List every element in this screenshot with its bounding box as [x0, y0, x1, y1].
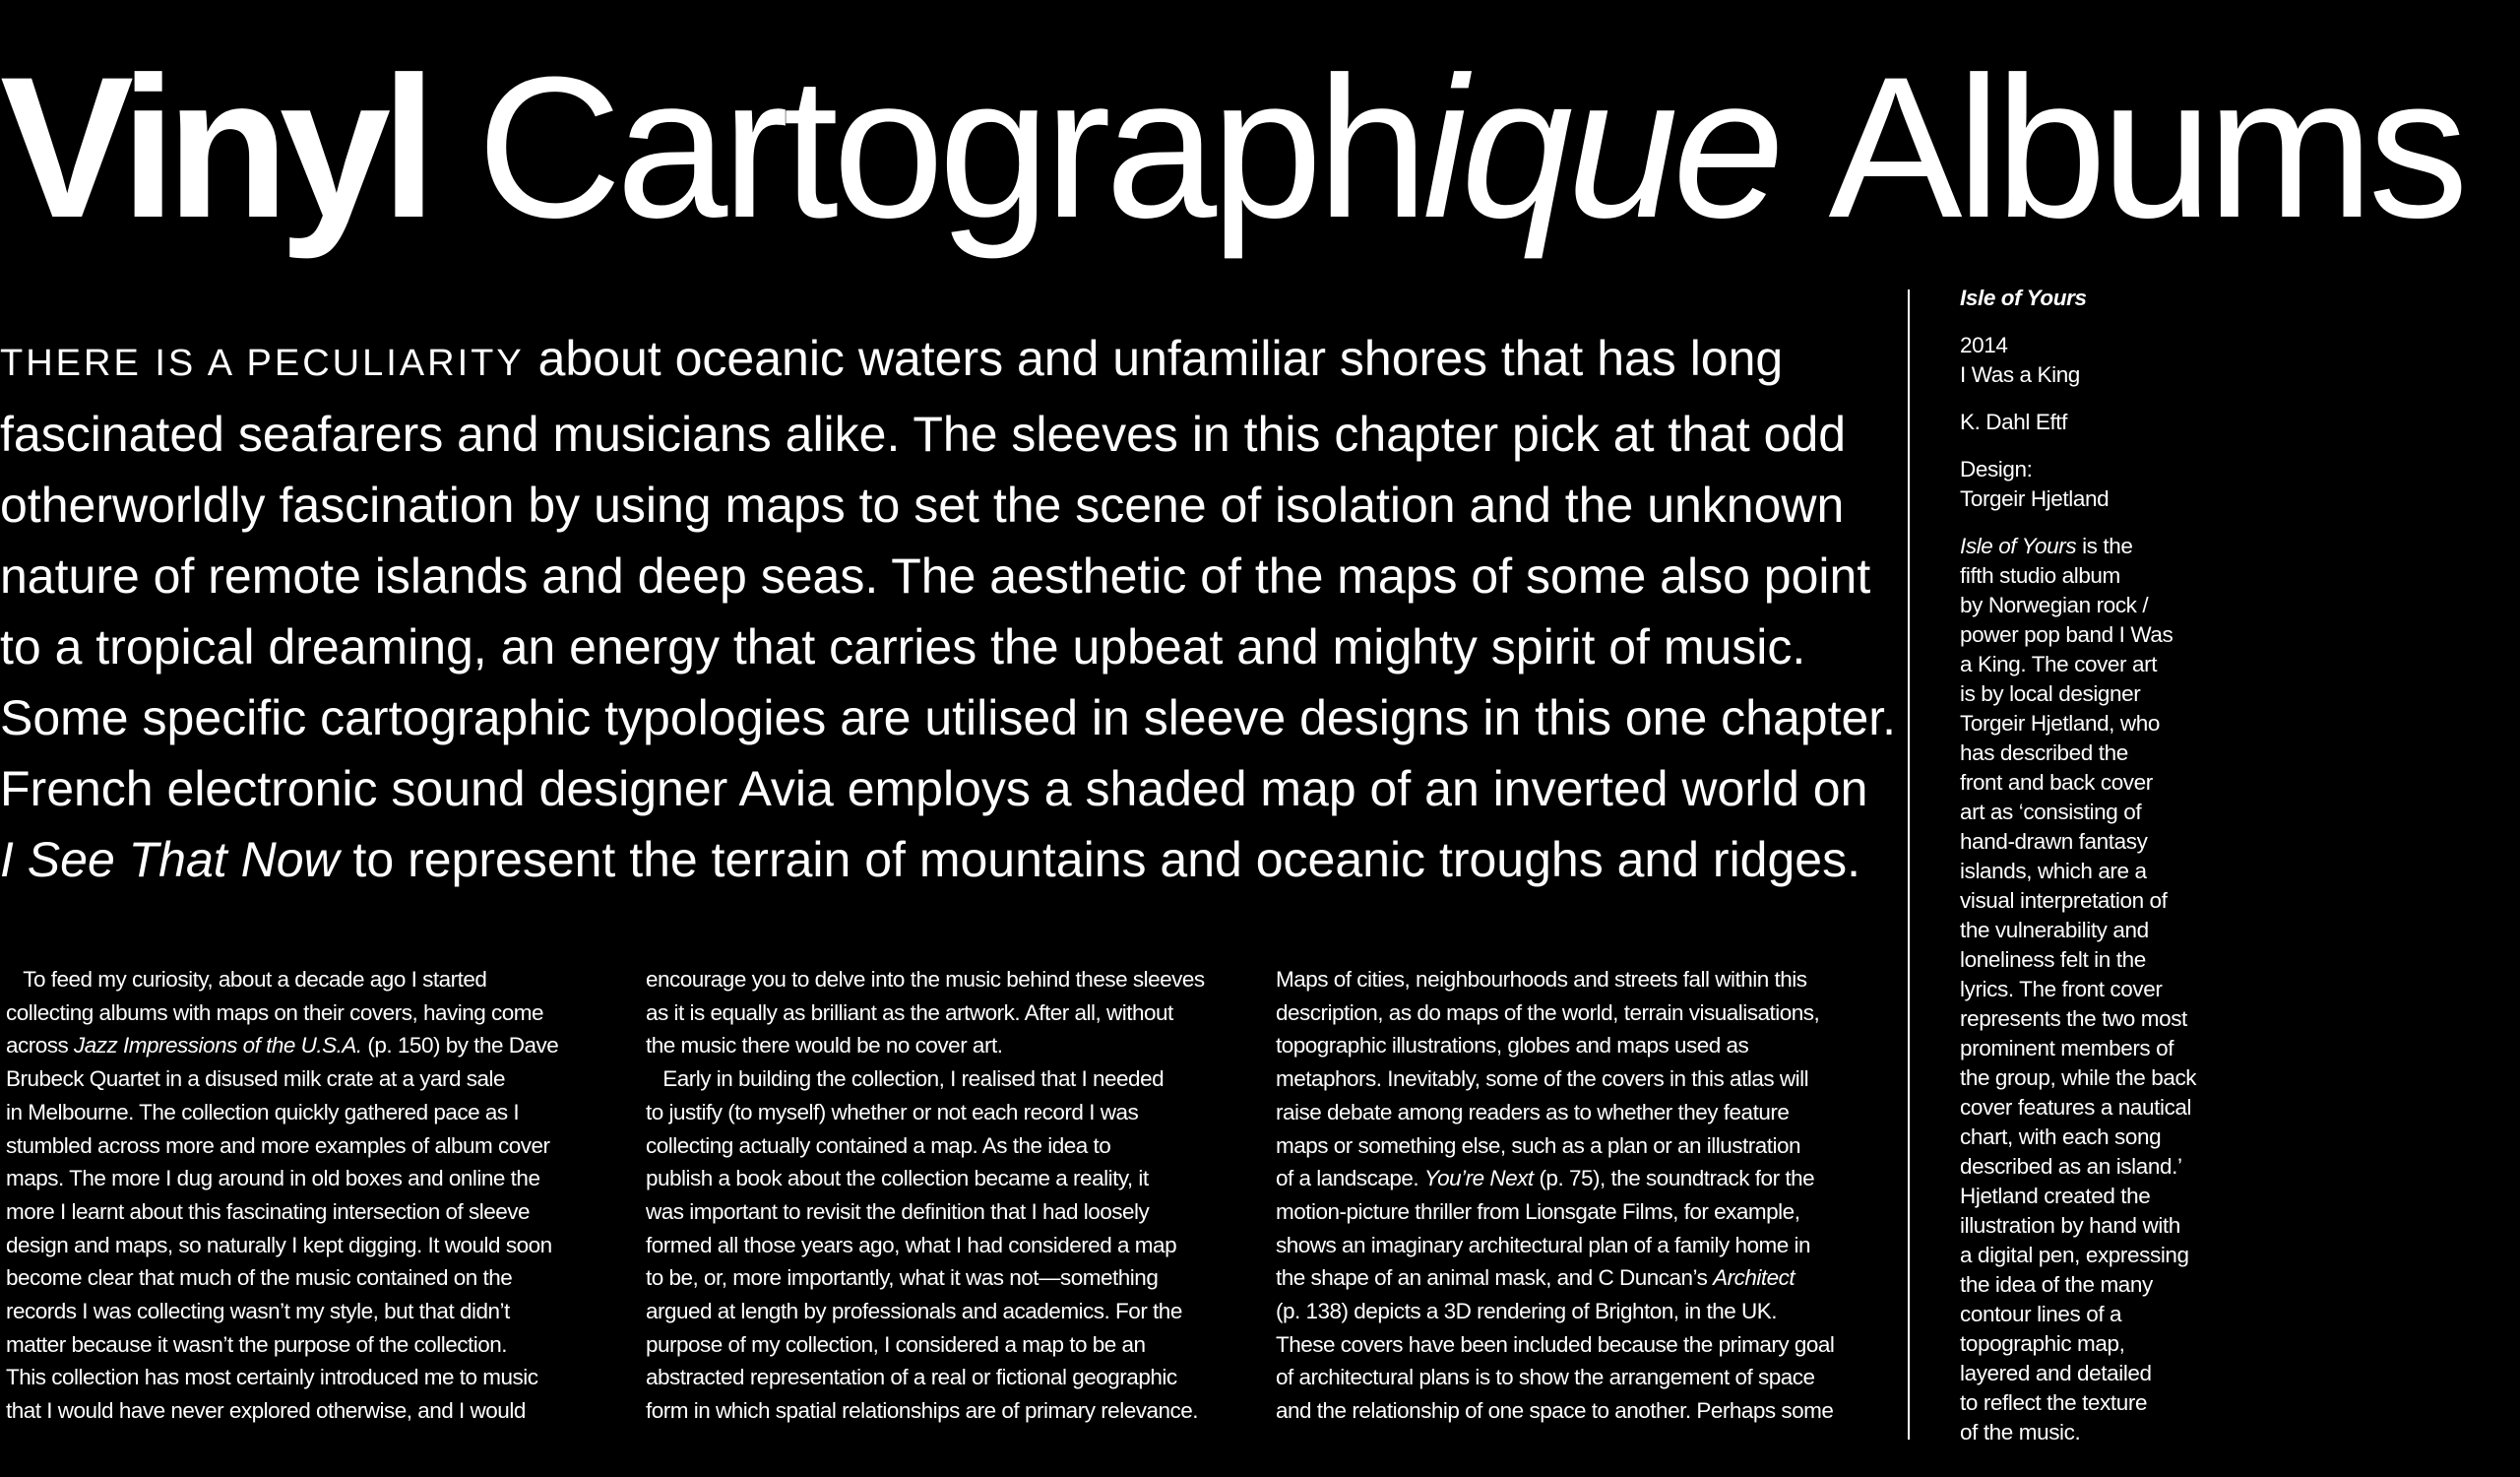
sidebar-line: is by local designer — [1960, 681, 2141, 706]
lead-line: Some specific cartographic typologies are utilised in sleeve designs in this one chapter. — [0, 690, 1897, 745]
title-word-cartographique — [477, 35, 1779, 260]
body-text: (p. 75), the soundtrack for the — [1533, 1166, 1815, 1191]
sidebar-line: layered and detailed — [1960, 1361, 2152, 1385]
body-line: raise debate among readers as to whether they feature — [1276, 1099, 1790, 1124]
body-line: maps. The more I dug around in old boxes and online the — [6, 1166, 540, 1191]
body-line: records I was collecting wasn’t my style, but that didn’t — [6, 1299, 510, 1324]
album-title-italic: You’re Next — [1423, 1166, 1534, 1191]
body-line: These covers have been included because the primary goal — [1276, 1331, 1835, 1357]
body-line: description, as do maps of the world, terrain visualisations, — [1276, 999, 1820, 1025]
album-sidebar — [1960, 284, 2206, 1447]
body-line: shows an imaginary architectural plan of a family home in — [1276, 1232, 1811, 1257]
sidebar-label: K. Dahl Eftf — [1960, 410, 2067, 434]
body-line: collecting albums with maps on their covers, having come — [6, 999, 544, 1025]
sidebar-divider — [1908, 289, 1910, 1440]
body-line — [6, 1029, 577, 1062]
spacer — [1960, 313, 2206, 331]
album-title-italic: Isle of Yours — [1960, 534, 2077, 558]
body-line: was important to revisit the definition that I had loosely — [646, 1198, 1150, 1224]
title-ique-italic: ique — [1422, 35, 1779, 260]
sidebar-line: front and back cover — [1960, 770, 2153, 795]
lead-paragraph — [0, 323, 1897, 895]
body-line: topographic illustrations, globes and maps used as — [1276, 1033, 1749, 1059]
sidebar-line: has described the — [1960, 740, 2128, 765]
body-line: and the relationship of one space to another. Perhaps some — [1276, 1398, 1834, 1424]
sidebar-line: to reflect the texture — [1960, 1390, 2148, 1415]
sidebar-line: loneliness felt in the — [1960, 947, 2146, 972]
body-line — [1276, 1261, 1847, 1295]
lead-line-text: about oceanic waters and unfamiliar shores that has long — [524, 331, 1784, 386]
body-column-3 — [1276, 963, 1847, 1428]
body-line: purpose of my collection, I considered a map to be an — [646, 1331, 1146, 1357]
lead-line: fascinated seafarers and musicians alike. The sleeves in this chapter pick at that odd — [0, 407, 1847, 462]
sidebar-line: chart, with each song — [1960, 1124, 2162, 1149]
body-line: (p. 138) depicts a 3D rendering of Brighton, in the UK. — [1276, 1299, 1778, 1324]
lead-line: otherworldly fascination by using maps to set the scene of isolation and the unknown — [0, 478, 1845, 533]
body-line: that I would have never explored otherwise, and I would — [6, 1398, 526, 1424]
body-column-1 — [6, 963, 577, 1428]
sidebar-line — [1960, 532, 2206, 561]
body-line: become clear that much of the music contained on the — [6, 1265, 513, 1291]
album-title-italic: I See That Now — [0, 832, 340, 887]
sidebar-album-title: Isle of Yours — [1960, 286, 2087, 310]
body-line: stumbled across more and more examples of album cover — [6, 1132, 550, 1158]
sidebar-line: contour lines of a — [1960, 1302, 2122, 1326]
body-text: (p. 150) by the Dave — [361, 1033, 559, 1059]
body-text: of a landscape. — [1276, 1166, 1424, 1191]
body-line: motion-picture thriller from Lionsgate Films, for example, — [1276, 1198, 1800, 1224]
sidebar-line: represents the two most — [1960, 1006, 2187, 1031]
sidebar-line: islands, which are a — [1960, 859, 2147, 883]
body-line: publish a book about the collection became a reality, it — [646, 1166, 1149, 1191]
sidebar-line: art as ‘consisting of — [1960, 800, 2142, 824]
sidebar-line: illustration by hand with — [1960, 1213, 2180, 1238]
sidebar-line: power pop band I Was — [1960, 622, 2174, 647]
sidebar-year: 2014 — [1960, 333, 2008, 357]
sidebar-line: a digital pen, expressing — [1960, 1243, 2189, 1267]
body-line: the music there would be no cover art. — [646, 1033, 1003, 1059]
sidebar-line: the vulnerability and — [1960, 918, 2149, 942]
sidebar-designer: Torgeir Hjetland — [1960, 486, 2110, 511]
body-line: Brubeck Quartet in a disused milk crate at a yard sale — [6, 1066, 506, 1092]
spacer — [1960, 390, 2206, 408]
lead-line: French electronic sound designer Avia employs a shaded map of an inverted world on — [0, 761, 1868, 816]
sidebar-line: visual interpretation of — [1960, 888, 2168, 913]
body-line: as it is equally as brilliant as the artwork. After all, without — [646, 999, 1173, 1025]
body-line: of architectural plans is to show the arrangement of space — [1276, 1365, 1815, 1390]
body-line: matter because it wasn’t the purpose of the collection. — [6, 1331, 508, 1357]
title-word-albums: Albums — [1828, 35, 2463, 260]
body-line: Maps of cities, neighbourhoods and streets fall within this — [1276, 967, 1807, 992]
body-line: to justify (to myself) whether or not each record I was — [646, 1099, 1139, 1124]
body-line: encourage you to delve into the music behind these sleeves — [646, 967, 1205, 992]
sidebar-line: lyrics. The front cover — [1960, 977, 2163, 1001]
body-line: metaphors. Inevitably, some of the covers in this atlas will — [1276, 1066, 1809, 1092]
sidebar-description — [1960, 532, 2206, 1447]
title-cartograph: Cartograph — [476, 35, 1423, 260]
lead-line: nature of remote islands and deep seas. The aesthetic of the maps of some also point — [0, 548, 1871, 604]
sidebar-line: the idea of the many — [1960, 1272, 2153, 1297]
sidebar-line: prominent members of — [1960, 1036, 2174, 1060]
album-title-italic: Jazz Impressions of the U.S.A. — [74, 1033, 362, 1059]
title-word-vinyl: Vinyl — [0, 35, 427, 260]
body-line: more I learnt about this fascinating intersection of sleeve — [6, 1198, 531, 1224]
sidebar-line: a King. The cover art — [1960, 652, 2158, 676]
spacer — [1960, 514, 2206, 532]
sidebar-line: Hjetland created the — [1960, 1184, 2151, 1208]
page-title — [0, 35, 2463, 260]
body-line: maps or something else, such as a plan or an illustration — [1276, 1132, 1801, 1158]
body-line: to be, or, more importantly, what it was not—something — [646, 1265, 1159, 1291]
sidebar-line: hand-drawn fantasy — [1960, 829, 2148, 854]
body-line: form in which spatial relationships are of primary relevance. — [646, 1398, 1199, 1424]
body-line: To feed my curiosity, about a decade ago I started — [6, 967, 487, 992]
body-line: design and maps, so naturally I kept digging. It would soon — [6, 1232, 552, 1257]
sidebar-line: by Norwegian rock / — [1960, 593, 2149, 617]
sidebar-text: is the — [2076, 534, 2133, 558]
lead-line: to a tropical dreaming, an energy that carries the upbeat and mighty spirit of music. — [0, 619, 1806, 674]
body-line: Early in building the collection, I realised that I needed — [646, 1066, 1165, 1092]
sidebar-design-label: Design: — [1960, 457, 2033, 482]
body-line: collecting actually contained a map. As the idea to — [646, 1132, 1111, 1158]
body-line: This collection has most certainly introduced me to music — [6, 1365, 538, 1390]
sidebar-line: the group, while the back — [1960, 1065, 2197, 1090]
lead-smallcaps-opening: THERE IS A PECULIARITY — [0, 343, 525, 384]
lead-line-text: to represent the terrain of mountains and oceanic troughs and ridges. — [339, 832, 1860, 887]
sidebar-line: cover features a nautical — [1960, 1095, 2192, 1120]
sidebar-line: described as an island.’ — [1960, 1154, 2182, 1179]
sidebar-line: topographic map, — [1960, 1331, 2125, 1356]
sidebar-artist: I Was a King — [1960, 362, 2080, 387]
lead-line — [0, 824, 1860, 895]
spacer — [1960, 437, 2206, 455]
body-line: argued at length by professionals and academics. For the — [646, 1299, 1182, 1324]
body-line — [1276, 1162, 1847, 1195]
sidebar-line: fifth studio album — [1960, 563, 2120, 588]
album-title-italic: Architect — [1713, 1265, 1796, 1291]
body-line: in Melbourne. The collection quickly gathered pace as I — [6, 1099, 520, 1124]
body-column-2 — [646, 963, 1217, 1428]
body-text: the shape of an animal mask, and C Duncan’s — [1276, 1265, 1714, 1291]
lead-line — [0, 323, 1851, 399]
body-line: formed all those years ago, what I had considered a map — [646, 1232, 1177, 1257]
body-text: across — [6, 1033, 75, 1059]
sidebar-line: of the music. — [1960, 1420, 2081, 1445]
sidebar-line: Torgeir Hjetland, who — [1960, 711, 2160, 736]
body-line: abstracted representation of a real or fictional geographic — [646, 1365, 1177, 1390]
